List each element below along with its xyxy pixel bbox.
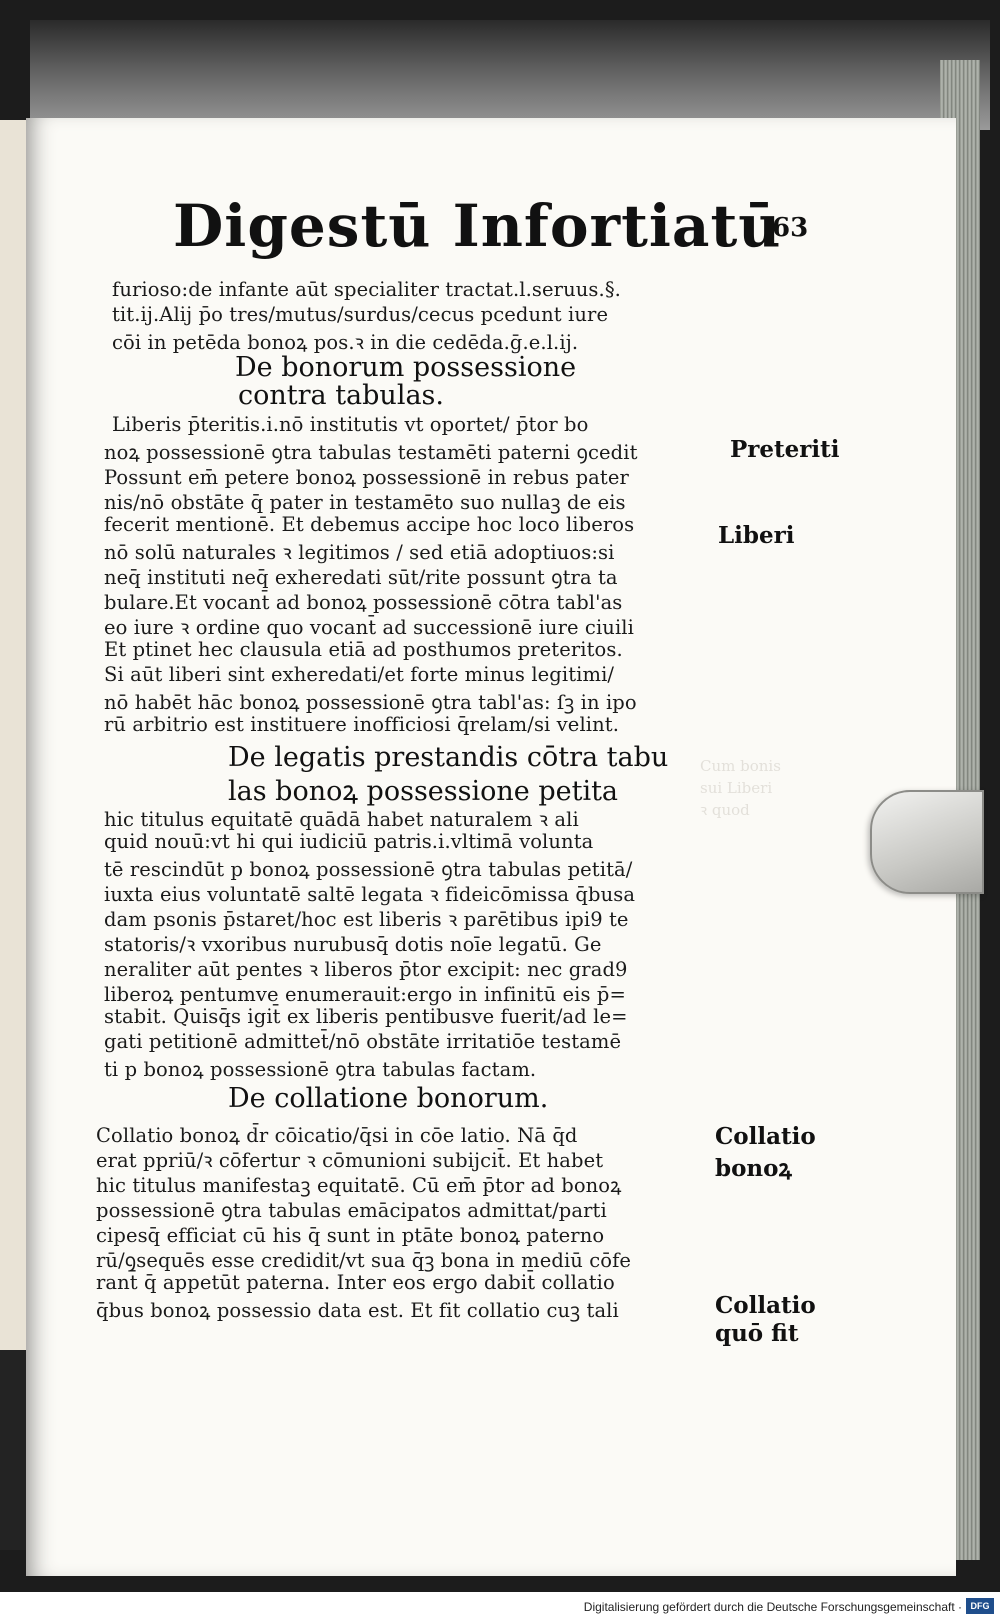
page-stack-top	[30, 20, 990, 130]
text-line: furioso:de infante aūt specialiter tractat.l.seruus.§.	[112, 278, 621, 301]
text-line: statoris/ꝛ vxoribus nurubusq̄ dotis noīe legatū. Ge	[104, 933, 602, 956]
bleed-through-text	[700, 755, 880, 855]
text-line: rant̄ q̄ appetūt paterna. Inter eos ergo dabit̄ collatio	[96, 1271, 615, 1294]
text-line: tit.ij.Alij p̄o tres/mutus/surdus/cecus pcedunt iure	[112, 303, 609, 326]
text-line: neq̄ instituti neq̄ exheredati sūt/rite possunt ꝯtra ta	[104, 566, 618, 589]
text-line: noꝝ possessionē ꝯtra tabulas testamēti paterni ꝯcedit	[104, 441, 638, 464]
bleed-line: Cum bonis	[700, 757, 781, 775]
text-line: cōi in petēda bonoꝝ pos.ꝛ in die cedēda.ḡ.e.l.ij.	[112, 331, 579, 354]
bleed-line: sui Liberi	[700, 779, 773, 797]
margin-note: Collatio	[715, 1123, 816, 1150]
text-line: nō solū naturales ꝛ legitimos / sed etiā adoptiuos:si	[104, 541, 615, 564]
text-line: Collatio bonoꝝ d̄r cōicatio/q̄si in cōe latio. Nā q̄d	[96, 1124, 578, 1147]
dfg-logo: DFG	[966, 1598, 994, 1614]
text-line: stabit. Quisq̄s igit̄ ex liberis pentibusve fuerit/ad le=	[104, 1005, 628, 1028]
text-line: fecerit mentionē. Et debemus accipe hoc loco liberos	[104, 513, 635, 536]
text-line: cipesq̄ efficiat cū his q̄ sunt in ptāte bonoꝝ paterno	[96, 1224, 605, 1247]
text-line: hic titulus manifestaꝫ equitatē. Cū em̄ p̄tor ad bonoꝝ	[96, 1174, 622, 1197]
text-line: Liberis p̄teritis.i.nō institutis vt oportet/ p̄tor bo	[112, 413, 589, 436]
text-line: Si aūt liberi sint exheredati/et forte minus legitimi/	[104, 663, 615, 686]
text-line: erat ppriū/ꝛ cōfertur ꝛ cōmunioni subijcit̄. Et habet	[96, 1149, 604, 1172]
text-line: dam psonis p̄staret/hoc est liberis ꝛ parētibus ipi9 te	[104, 908, 629, 931]
text-line: neraliter aūt pentes ꝛ liberos p̄tor excipit: nec grad9	[104, 958, 628, 981]
text-line: quid nouū:vt hi qui iudiciū patris.i.vltimā volunta	[104, 830, 594, 853]
text-line: eo iure ꝛ ordine quo vocant̄ ad successionē iure ciuili	[104, 616, 634, 639]
margin-note: Preteriti	[730, 436, 840, 463]
text-line: hic titulus equitatē quādā habet naturalem ꝛ ali	[104, 808, 579, 831]
section-heading: De bonorum possessione	[235, 352, 577, 383]
text-line: tē rescindūt p bonoꝝ possessionē ꝯtra tabulas petitā/	[104, 858, 633, 881]
page-clip	[870, 790, 984, 894]
margin-note: Collatio	[715, 1292, 816, 1319]
section-heading: De collatione bonorum.	[228, 1083, 549, 1114]
text-line: liberoꝝ pentumve enumerauit:ergo in infinitū eis p̄=	[104, 983, 626, 1006]
left-facing-page	[0, 120, 29, 1350]
margin-note: Liberi	[718, 522, 795, 549]
text-line: rū arbitrio est instituere inofficiosi q̄relam/si velint.	[104, 713, 620, 736]
section-heading: las bonoꝝ possessione petita	[228, 776, 619, 807]
text-line: Et ptinet hec clausula etiā ad posthumos preteritos.	[104, 638, 623, 661]
running-head: Digestū Infortiatū	[173, 192, 782, 260]
text-line: bulare.Et vocant̄ ad bonoꝝ possessionē cōtra tabl'as	[104, 591, 623, 614]
text-line: gati petitionē admittet̄/nō obstāte irritatiōe testamē	[104, 1030, 622, 1053]
text-line: nō habēt hāc bonoꝝ possessionē ꝯtra tabl'as: ſꝫ in ipo	[104, 691, 637, 714]
margin-note: bonoꝝ	[715, 1155, 792, 1182]
folio-number: 63	[772, 213, 809, 243]
margin-note: quō fit	[715, 1320, 799, 1347]
text-line: nis/nō obstāte q̄ pater in testamēto suo nullaꝫ de eis	[104, 491, 626, 514]
bleed-line: ꝛ quod	[700, 801, 750, 819]
section-heading: contra tabulas.	[238, 380, 444, 411]
left-page-edge	[0, 1350, 26, 1550]
text-line: q̄bus bonoꝝ possessio data est. Et fit collatio cuꝫ tali	[96, 1299, 619, 1322]
section-heading: De legatis prestandis cōtra tabu	[228, 742, 669, 773]
text-line: iuxta eius voluntatē saltē legata ꝛ fideicōmissa q̄busa	[104, 883, 636, 906]
text-line: ti p bonoꝝ possessionē ꝯtra tabulas factam.	[104, 1058, 537, 1081]
text-line: rū/ꝯsequēs esse credidit/vt sua q̄ꝫ bona in mediū cōfe	[96, 1249, 632, 1272]
funding-credit: Digitalisierung gefördert durch die Deutsche Forschungsgemeinschaft ·	[583, 1600, 962, 1614]
text-line: Possunt em̄ petere bonoꝝ possessionē in rebus pater	[104, 466, 629, 489]
text-line: possessionē ꝯtra tabulas emācipatos admittat/parti	[96, 1199, 607, 1222]
